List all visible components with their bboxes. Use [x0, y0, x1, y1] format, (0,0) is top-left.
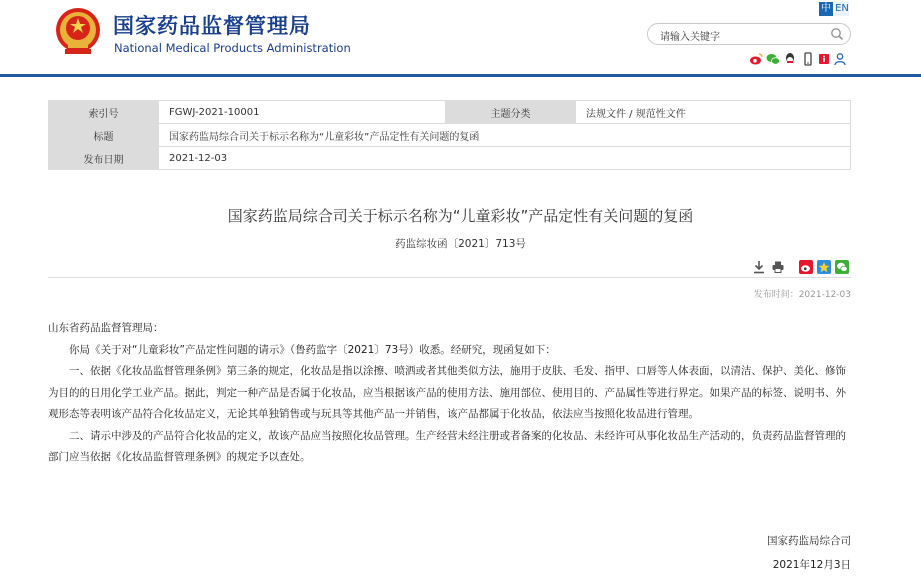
accessibility-icon[interactable] — [817, 51, 831, 65]
share-wechat-icon[interactable] — [835, 260, 849, 274]
paragraph: 二、请示中涉及的产品符合化妆品的定义，故该产品应当按照化妆品管理。生产经营未经注册或者备案的化妆品、未经许可从事化妆品生产活动的，负责药品监督管理的部门应当依据《化妆品监督管理条例》的规定予以查处。 — [48, 429, 846, 463]
print-icon[interactable] — [771, 260, 785, 274]
document-number: 药监综妆函〔2021〕713号 — [395, 238, 526, 250]
site-header — [0, 0, 921, 75]
search-input[interactable]: 请输入关键字 — [660, 32, 720, 43]
document-body — [48, 318, 853, 469]
site-name-en[interactable]: National Medical Products Administration — [114, 41, 351, 55]
category-label: 主题分类 — [446, 101, 576, 124]
title-value: 国家药监局综合司关于标示名称为“儿童彩妆”产品定性有关问题的复函 — [159, 124, 851, 147]
signature-date: 2021年12月3日 — [772, 559, 851, 571]
share-qzone-icon[interactable] — [817, 260, 831, 274]
header-divider — [0, 74, 921, 77]
qq-icon[interactable] — [783, 51, 797, 65]
site-name-cn[interactable]: 国家药品监督管理局 — [113, 14, 311, 38]
index-value: FGWJ-2021-10001 — [159, 101, 446, 124]
paragraph: 一、依据《化妆品监督管理条例》第三条的规定，化妆品是指以涂擦、喷洒或者其他类似方法，施用于皮肤、毛发、指甲、口唇等人体表面，以清洁、保护、美化、修饰为目的的日用化学工业产品。据此，判定一种产品是否属于化妆品，应当根据该产品的使用方法、施用部位、使用目的、产品属性等进行界定。如果产品的标签、说明书、外观形态等表明该产品符合化妆品定义，无论其单独销售或与玩具等其他产品一并销售，该产品都属于化妆品，依法应当按照化妆品进行管理。 — [48, 365, 846, 420]
title-label: 标题 — [49, 124, 159, 147]
share-weibo-icon[interactable] — [799, 260, 813, 274]
lang-en-button[interactable]: EN — [835, 3, 849, 14]
document-title: 国家药监局综合司关于标示名称为“儿童彩妆”产品定性有关问题的复函 — [227, 207, 694, 225]
category-value: 法规文件 / 规范性文件 — [576, 101, 851, 124]
search-box[interactable] — [647, 23, 851, 45]
signature: 国家药监局综合司 — [767, 535, 851, 547]
wechat-icon[interactable] — [766, 51, 780, 65]
search-icon[interactable] — [830, 27, 844, 41]
salutation: 山东省药品监督管理局： — [48, 322, 164, 334]
action-divider — [48, 277, 851, 278]
download-icon[interactable] — [752, 260, 766, 274]
weibo-icon[interactable] — [749, 51, 763, 65]
national-emblem-icon — [55, 6, 101, 56]
paragraph: 你局《关于对“儿童彩妆”产品定性问题的请示》（鲁药监字〔2021〕73号）收悉。经研究，现函复如下： — [69, 343, 556, 356]
document-meta-table — [48, 100, 851, 170]
index-label: 索引号 — [49, 101, 159, 124]
date-value: 2021-12-03 — [159, 147, 851, 170]
mobile-icon[interactable] — [801, 51, 815, 65]
date-label: 发布日期 — [49, 147, 159, 170]
lang-zh-button[interactable]: 中 — [821, 3, 831, 14]
publish-time: 发布时间：2021-12-03 — [753, 290, 851, 300]
user-icon[interactable] — [833, 51, 847, 65]
